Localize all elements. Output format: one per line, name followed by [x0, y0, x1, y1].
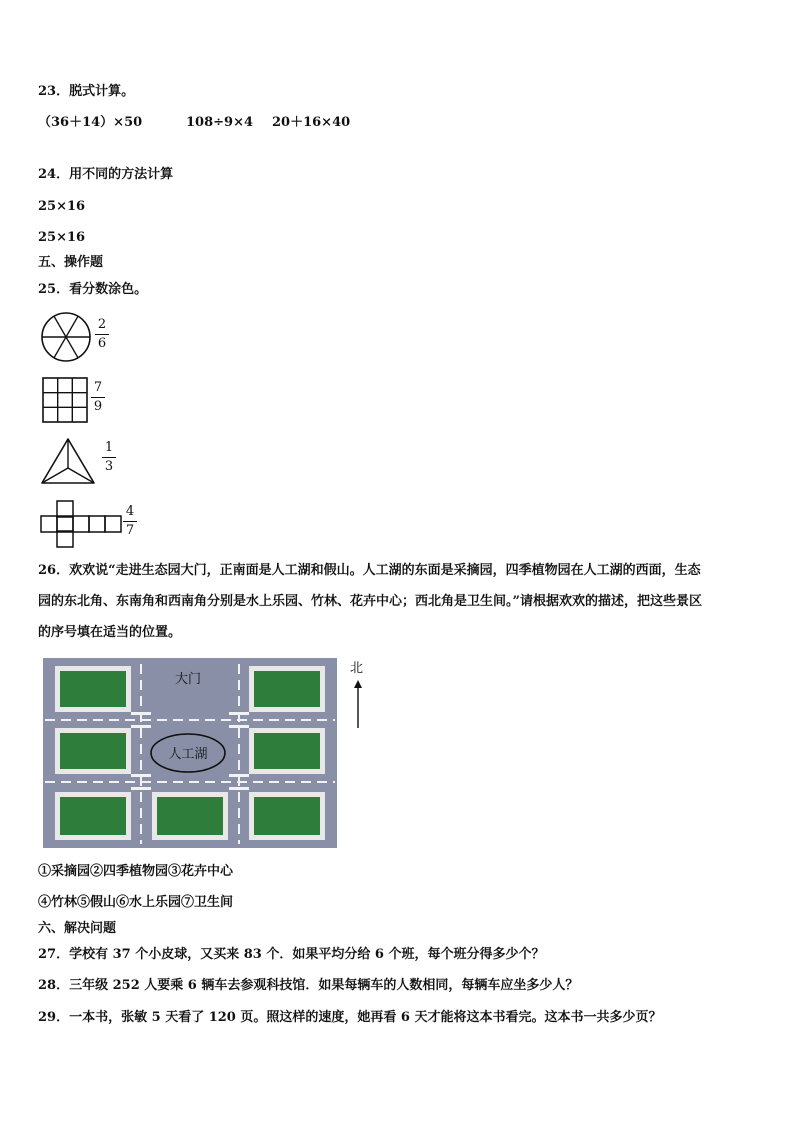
- q26-text-line-3: 的序号填在适当的位置。: [38, 625, 182, 640]
- fraction-numerator: 4: [125, 504, 135, 519]
- lake-label: 人工湖: [168, 747, 208, 762]
- north-arrow-icon: [352, 680, 364, 730]
- fraction-1-3: [102, 441, 116, 474]
- north-label: 北: [350, 661, 364, 676]
- q24-title: 24．用不同的方法计算: [38, 167, 174, 182]
- circle-six-parts-shape: [40, 311, 92, 363]
- q26-text-line-2: 园的东北角、东南角和西南角分别是水上乐园、竹林、花卉中心；西北角是卫生间。”请根据欢欢的描述，把这些景区: [38, 594, 702, 609]
- grid-nine-squares-shape: [42, 377, 88, 423]
- q26-legend-line-2: ④竹林⑤假山⑥水上乐园⑦卫生间: [38, 895, 234, 910]
- triangle-three-parts-shape: [40, 437, 96, 485]
- q25-title: 25．看分数涂色。: [38, 282, 148, 297]
- q29-text: 29．一本书，张敏 5 天看了 120 页。照这样的速度，她再看 6 天才能将这本书看完。这本书一共多少页？: [38, 1010, 662, 1025]
- fraction-denominator: 9: [93, 399, 103, 414]
- q24-line-1: 25×16: [38, 199, 86, 214]
- fraction-7-9: [91, 381, 105, 414]
- gate-label: 大门: [174, 672, 202, 687]
- fraction-2-6: [95, 318, 109, 351]
- q23-expr-3: 20＋16×40: [272, 115, 351, 130]
- q24-line-2: 25×16: [38, 230, 86, 245]
- q28-text: 28．三年级 252 人要乘 6 辆车去参观科技馆．如果每辆车的人数相同，每辆车应坐多少人？: [38, 978, 579, 993]
- square-net-seven-parts-shape: [40, 500, 122, 548]
- section-6-heading: 六、解决问题: [38, 921, 117, 936]
- q27-text: 27．学校有 37 个小皮球，又买来 83 个．如果平均分给 6 个班，每个班分得多少个？: [38, 947, 545, 962]
- q23-expr-2: 108÷9×4: [186, 115, 254, 130]
- section-5-heading: 五、操作题: [38, 255, 104, 270]
- q23-expr-1: （36＋14）×50: [38, 115, 143, 130]
- fraction-numerator: 2: [97, 317, 107, 332]
- park-map: [43, 658, 337, 848]
- fraction-denominator: 6: [97, 336, 107, 351]
- q23-title: 23．脱式计算。: [38, 84, 135, 99]
- fraction-denominator: 7: [125, 523, 135, 538]
- q26-text-line-1: 26．欢欢说“走进生态园大门，正南面是人工湖和假山。人工湖的东面是采摘园，四季植物园在人工湖的西面，生态: [38, 563, 701, 578]
- fraction-denominator: 3: [104, 459, 114, 474]
- fraction-4-7: [123, 505, 137, 538]
- fraction-numerator: 7: [93, 380, 103, 395]
- q26-legend-line-1: ①采摘园②四季植物园③花卉中心: [38, 864, 234, 879]
- fraction-numerator: 1: [104, 440, 114, 455]
